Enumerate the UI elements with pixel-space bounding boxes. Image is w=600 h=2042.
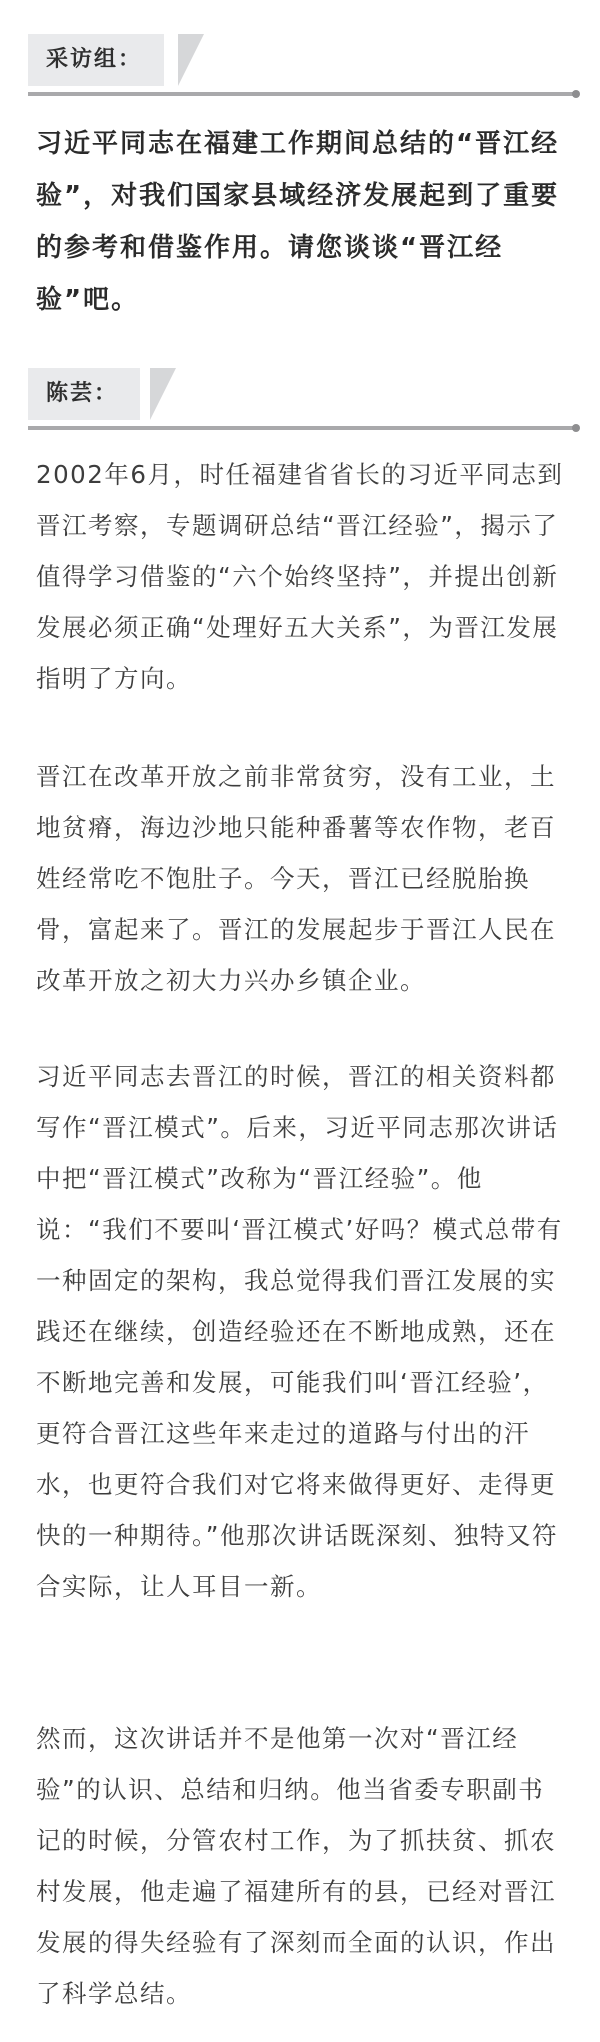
answer-paragraph-2: 晋江在改革开放之前非常贫穷，没有工业，土地贫瘠，海边沙地只能种番薯等农作物，老百姓经常吃不饱肚子。今天，晋江已经脱胎换骨，富起来了。晋江的发展起步于晋江人民在改革开放之初大力兴办乡镇企业。: [36, 762, 556, 995]
answerer-section-header: [28, 368, 580, 438]
answer-paragraph-3: 习近平同志去晋江的时候，晋江的相关资料都写作“晋江模式”。后来，习近平同志那次讲话中把“晋江模式”改称为“晋江经验”。他说：“我们不要叫‘晋江模式’好吗？模式总带有一种固定的架构，我总觉得我们晋江发展的实践还在继续，创造经验还在不断地成熟，还在不断地完善和发展，可能我们叫‘晋江经验’，更符合晋江这些年来走过的道路与付出的汗水，也更符合我们对它将来做得更好、走得更快的一种期待。”他那次讲话既深刻、独特又符合实际，让人耳目一新。: [36, 1062, 563, 1601]
answer-paragraph-4: 然而，这次讲话并不是他第一次对“晋江经验”的认识、总结和归纳。他当省委专职副书记的时候，分管农村工作，为了抓扶贫、抓农村发展，他走遍了福建所有的县，已经对晋江发展的得失经验有了深刻而全面的认识，作出了科学总结。: [36, 1724, 556, 2008]
answer-paragraph-1: 2002年6月，时任福建省省长的习近平同志到晋江考察，专题调研总结“晋江经验”，揭示了值得学习借鉴的“六个始终坚持”，并提出创新发展必须正确“处理好五大关系”，为晋江发展指明了方向。: [36, 460, 564, 693]
header-divider: [28, 92, 576, 96]
question-text: 习近平同志在福建工作期间总结的“晋江经验”，对我们国家县域经济发展起到了重要的参考和借鉴作用。请您谈谈“晋江经验”吧。: [36, 129, 560, 315]
header-divider-dot: [572, 90, 580, 98]
header-divider: [28, 426, 576, 430]
header-tab-flap: [150, 368, 176, 420]
interviewer-label: 采访组：: [28, 34, 164, 86]
header-divider-dot: [572, 424, 580, 432]
header-tab-flap: [178, 34, 204, 86]
interviewer-section-header: [28, 34, 580, 104]
answerer-label: 陈芸：: [28, 368, 140, 420]
